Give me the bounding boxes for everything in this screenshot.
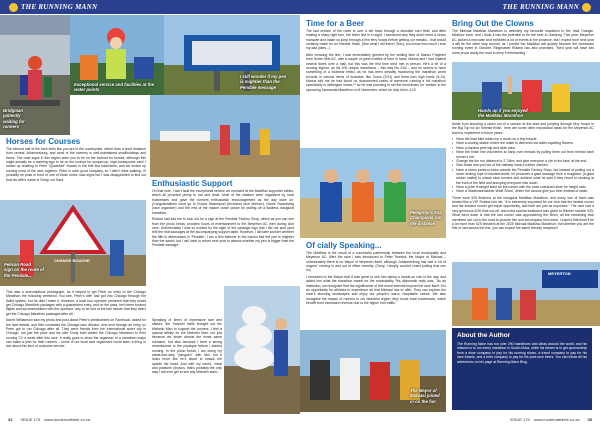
right-issue: ISSUE 175 (509, 416, 530, 422)
left-issue: ISSUE 175 (20, 416, 41, 422)
text-enth-2: Roland had told me to look out for a sign at the Pendale Factory Shop, which as you can see from the photo below, provides hours of entertainment to the Meyerton AC men during club runs. Unfortunately I was so excited by the sight of the sausage sign that I did not spot (and tell) the real sausages at the accompanying support table. However, I did later wonder whether the fifth is abbreviated in 'Pendale', I am a firm believer in the maxim that the pen is mightier than the sword, but I will have to return next year to assess whether my pen is bigger than the Pendale sausage. (152, 217, 294, 248)
idea-item: • Give those who pull out of the halfway mark a rubber chicken. (452, 163, 594, 167)
idea-item: • Have the finish line volunteers to hand over medals by pulling them out from behind each runner's ear. (452, 150, 594, 159)
heading-horses-for-courses: Horses for Courses (6, 137, 81, 146)
about-title: About the Author (457, 332, 511, 339)
text-enth-3: Speaking of items of impressive size and stature, the 'Dolphin' table brought out the Michelin Man to support the runners. I feel a special affinity for the Michelin Man, not just because we share almost the exact same surname, but also because I bear a strong resemblance to the physique before I started running. In the photo below, I am doing my same-tree-step “pangzen” with him, but it looks more like he's about to smack me upside the head. And with my toned, 'meat and potatoes' physics, that's probably the only way I will ever get to see any Michelin stars... (152, 318, 222, 375)
photo-runners-table-art (150, 95, 300, 177)
text-norrie: Norrie Williamson saw my photo and post about Peter's predicament on Facebook, asked for the race details, and then contacted the Chicago race director, who sent through an entry, so Peter got to run Chicago after all. They were friends from the International sister city in Chicago, not just the prize and his wife Cindy both added the Chicago Marathon to their running CV a week after this race. It really goes to show the organiser of a marathon major can make a plan for their runners – some of our local race organisers could learn a thing or two about this kind of customer service. (6, 318, 146, 349)
idea-item: • Change the fun run distance to 2.74km, and give everyone a 'pie in the face' at the end. (452, 159, 594, 163)
paragraph-serendipity (6, 290, 146, 351)
about-body: The Running Mann has run over 290 marathons and ultras around the world, and his mission is to run every marathon in South Africa, while his dream is to get sponsorship from a shoe company to pay for his running shoes, a travel company to pay for his race travels, and a beer company to pay for his post-race beers. You can follow all his adventures on his page at Running Mann Blog. (457, 342, 587, 364)
right-website: www.modernathlete.co.za (533, 416, 580, 422)
left-brand-title: THE RUNNING MANN (21, 3, 98, 11)
idea-item: • Have a banana peel slip and slide area. (452, 146, 594, 150)
caption-mayor: The Mayor of Midvaal joined in on the fun (410, 388, 440, 404)
caption-pelican: Pelican Road sign on the route of the Pendale... (4, 262, 45, 278)
idea-item: • Have a clown perform tricks outside the Pendale Factory Shop, but instead of pulling out a never-ending rope of handkerchiefs, he produces a giant sausage from a 'magician' (a giant rubber mallet) to whack slow runners and achieve what he said if they resort to stroking at the front of the field and annoying everyone else down. (452, 168, 594, 185)
idea-item: • Have a cooling station where the water is delivered via water-squirting flowers. (452, 141, 594, 145)
caption-hands-up: Hands up if you enjoyed the MadMac Marathon (478, 108, 528, 119)
text-beer-1: The last section of the route is over a dirt track through a desolate corn field, and after making a sharp right turn, the finish line is in sight. I wondered why they didn't erect a circus marquee and make us jump through a few fiery hoops before getting our medals... that would certainly make for an 'interest' finish. (See what I did there? Sorry, you know how much I love my dad jokes...) (306, 29, 446, 51)
caption-bridgman: Bridgman patiently waiting for runners (3, 108, 25, 130)
text-officially-1: The MadMac is the result of a successful partnership between the local municipality and Meyerton AC. After the race I was introduced to Peter Teixeira, the Mayor of Midvaal – unfortunately there is no Mayor of Meyerton itself, although Johannesburg has had a 'lot of mayors' coming in and out of office recently. (Sorry, I simply couldn't resist putting that one in!) (306, 251, 446, 273)
text-serendipity: This was a serendipitous photograph, as it helped to get Peter an entry to the Chicago Marathon the following weekend. You see, Peter's wife had got into Chicago through the ballot system, but he didn't make it. However, a local tour operator promised that they would get Chicago Marathon packages with a guaranteed entry, and on the pass, he'd been booked flights and accommodation with the operator, only to be told at the last minute that they didn't get the Chicago Marathon packages after all. (6, 290, 146, 316)
paragraph-beer (306, 29, 446, 94)
text-bring-3: There were 525 finishers at the inaugural MadMac Marathon, and every one of them was treated like a VIP. Roland told me, "It is extremely important for our club that the fastest runner and the slowest runner get equal opportunity, and both are just as important." The race had a very generous 6:30 final cut-off, and extra special treatment was given to finisher number 525. What went down is that the last runner was approaching the finish, all the remaining club members ran out to the road to provide him and accompany him home. I expect that there'll be a lot more than 525 finishers at the 2025 Midvaal MadMac Marathon, but whether you are the first or last across the line, you can expect the same friendly reception! (452, 195, 594, 231)
photo-michelin-man (224, 286, 300, 414)
photo-runners-table (150, 95, 300, 177)
right-brand-title: THE RUNNING MANN (502, 3, 579, 11)
right-header-bar (300, 0, 600, 14)
paragraph-horses (6, 147, 146, 184)
heading-officially-speaking: Of cially Speaking... (306, 241, 382, 250)
caption-water-point: Exceptional service and facilities at the water points (74, 82, 155, 93)
text-horses: The second half of the race feels like you are in the countryside, rather than a short distance from central Johannesburg, and most of the scenery is well-maintained smallholdings and farms. The road signs in this region warn you to be on the lookout for horses, although this might actually be a warning sign to be on the lookout for souped-up, high-horsepower cars! I ended up chatting to Peter “Quatsfold” Nowak in the first few kilometres, and we ended up running most of the race together. Peter is such good company, so I didn't mind walking. I'll probably be pose in front of one of those horse road signs but I was disappointed to find out that his wife's name is Cindy, not Sara. (6, 147, 146, 182)
banner-text: MEYERTON (548, 271, 571, 276)
text-officially-2: I remarked to the Mayor that it was great to see him taking a hands-on role in the day, and asked him what the marathon meant for the municipality. His diplomatic reply was, "As an institution, we recognise that the significance of this event extends beyond the race itself. It is an opportunity for athletes to experience all that Midvaal has to offer. They can explore the town's stunning landscapes and enjoy our people's warm, hospitable nature. We also recognise the impact of runners to our beautiful region; they boost local businesses, which benefit from increased revenue due to the higher foot traffic." (306, 274, 446, 305)
left-page-number: 34 (8, 416, 13, 422)
left-footer (0, 414, 300, 424)
running-mann-logo-icon (582, 3, 591, 12)
text-bring-2: Aside from shooting a clown out of a cannon at the start and jumping through fiery hoops in the Big Top for an 'intense finish,' here are some other impractical ideas for the Meyerton AC team to implement in future years: (452, 122, 594, 135)
ideas-list (452, 137, 594, 194)
sign-text: CHANGE BOUCHE (54, 258, 90, 263)
paragraph-ideas (452, 122, 594, 233)
heading-bring-out-the-clowns: Bring Out the Clowns (452, 19, 534, 28)
paragraph-enthusiastic (152, 189, 294, 250)
text-bring-1: The Midvaal MadMac Marathon is definitely my favourite marathon in the Vaal Triangle. Miniblox zone, and I think it has the potential to be the best in Gauteng. This year, Meyerton AC picked a new date and exhibited a lot of events in the province, but I expect from next year it will be the other way around, as I predict the MadMac will quickly become the downward running event in October. Ringmaster Roland has also promised, "Next year will have lots more props along the road to keep it entertaining." (452, 29, 594, 55)
paragraph-officially (306, 251, 446, 307)
paragraph-michelin (152, 318, 222, 377)
left-website: www.modernathlete.co.za (44, 416, 91, 422)
photo-meyerton-banner (452, 262, 600, 326)
photo-meyerton-banner-art (452, 262, 600, 326)
idea-item: • Have a prize if caught least for the runner with the most oversized shoe for height ratio. (452, 185, 594, 189)
running-mann-logo-icon (9, 3, 18, 12)
caption-champions: Pelegrino's Kaa Champions run the distance (410, 210, 443, 226)
about-the-author-box (452, 328, 592, 410)
idea-item: • Have a 'Maatmanmakiner-Wide Show,' where the clowns give you beer instead of water. (452, 189, 594, 193)
left-header-bar (0, 0, 300, 14)
right-footer (300, 414, 600, 424)
idea-item: • Have the lead bike ridden by a clown on a tiny bicycle. (452, 137, 594, 141)
text-beer-2: After crossing the line, I was immediately greeted by the smiling face of Marius Potgieter from Green Mile AC, with a couple of green bottles of beer in hand. Marius and I had chatted several times over a mail, but this was the first time we'd met in person. He's a bit of a running legend, as his 100 unique marathons – this was his 31st – and he seems to have something of a footwear fetish, as he has been steadily monitoring the marathon world records in various items of footwear, like Crocs (3:51) and three-inch high heels (5:13). Marius told me he had found no documented cases of someone running a full marathon specifically in wellington shoes,** so he was planning to set the benchmark for 'wellies' in the upcoming Jacaranda Marathon on 8 November, which he duly did in 4:15. (306, 52, 446, 92)
heading-enthusiastic-support: Enthusiastic Support (152, 179, 233, 188)
caption-wonder: I still wonder if my pen is mightier than the Pendale message (240, 74, 287, 90)
right-page (300, 0, 600, 424)
paragraph-bring (452, 29, 594, 57)
right-page-number: 35 (587, 416, 592, 422)
heading-time-for-a-beer: Time for a Beer (306, 19, 365, 28)
photo-michelin-art (224, 286, 300, 414)
text-enth-1: On that note, I can't fault the exceptional service we received at the MadMac supporter tables, which all provided plenty to eat and drink. Most of the stations were organised by local businesses and gave the runners enthusiastic encouragement as the day wore on. (Congratulations must go to Euona Swanepoel (technical race director), Nicole Swanevelg (race organiser) and the rest of the insane clown posse for pulling off a flawless inaugural marathon. (152, 189, 294, 215)
